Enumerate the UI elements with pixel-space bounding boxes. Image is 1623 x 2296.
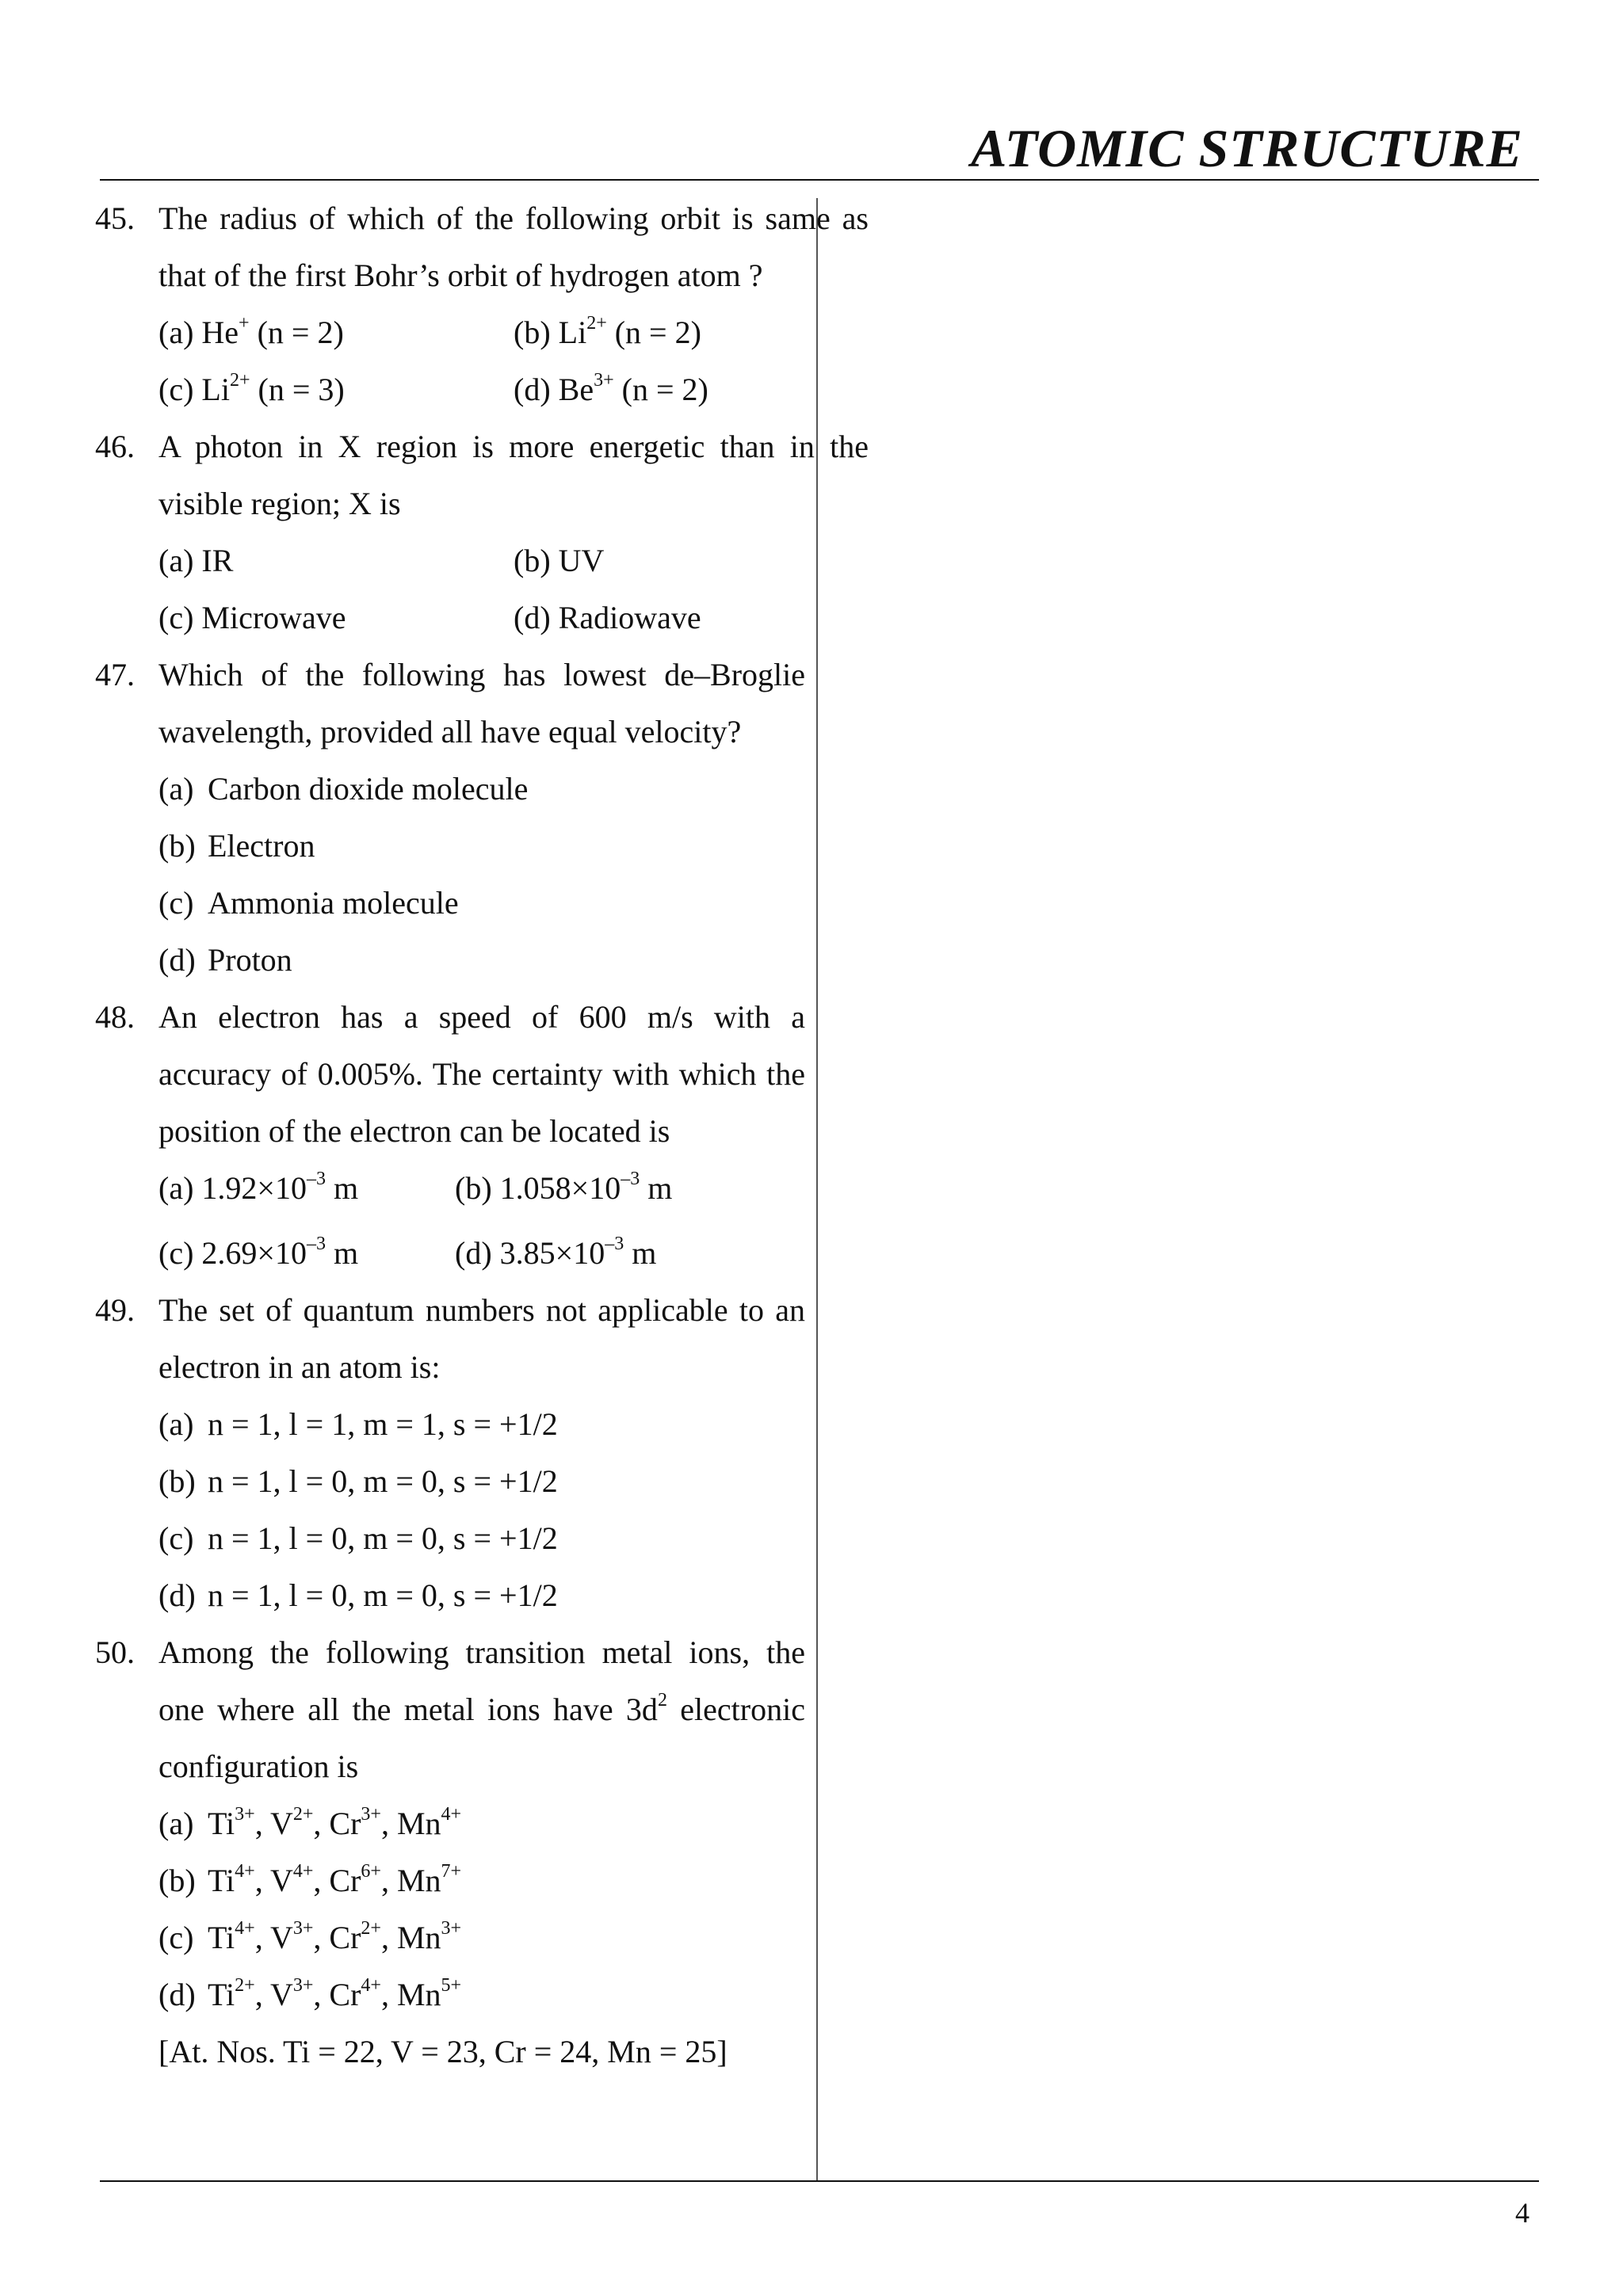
question-body: [158, 1282, 805, 1624]
question-number: 46.: [95, 429, 135, 464]
question-49: [95, 1282, 805, 1624]
option-a: (a) Carbon dioxide molecule: [158, 771, 529, 807]
question-text: The set of quantum numbers not applicable to an electron in an atom is:: [158, 1292, 805, 1385]
question-text: The radius of which of the following orbit is same as that of the first Bohr’s orbit of hydrogen atom ?: [158, 200, 869, 293]
option-b: (b) UV: [514, 543, 605, 578]
option-row: [158, 304, 869, 361]
question-50: [95, 1624, 805, 2081]
option-row: [158, 532, 869, 589]
option-b: (b) Electron: [158, 828, 315, 864]
header-rule: [100, 179, 1539, 181]
option-b: (b) $Li^{2+}$ (n = 2): [514, 312, 701, 350]
question-column: [95, 190, 869, 2081]
option-a: (a) n = 1, l = 1, m = 1, s = +1/2: [158, 1406, 558, 1442]
option-a: (a) $Ti^{3+}$, $V^{2+}$, $Cr^{3+}$, $Mn^{4+}$: [158, 1803, 462, 1841]
option-c: (c) $Ti^{4+}$, $V^{3+}$, $Cr^{2+}$, $Mn^{3+}$: [158, 1917, 462, 1955]
question-45: [95, 190, 869, 418]
option-b: (b) $Ti^{4+}$, $V^{4+}$, $Cr^{6+}$, $Mn^{7+}$: [158, 1860, 462, 1898]
option-row: [158, 1225, 805, 1282]
question-number: 47.: [95, 657, 135, 692]
option-row: [158, 1160, 805, 1217]
option-list: [158, 1396, 805, 1624]
footer-rule: [100, 2180, 1539, 2182]
option-d: (d) n = 1, l = 0, m = 0, s = +1/2: [158, 1577, 558, 1613]
option-d: (d) $Ti^{2+}$, $V^{3+}$, $Cr^{4+}$, $Mn^{5+}$: [158, 1974, 462, 2012]
question-text: Which of the following has lowest de–Broglie wavelength, provided all have equal velocity?: [158, 657, 805, 749]
question-number: 45.: [95, 200, 135, 236]
option-c: (c) $2.69\times 10^{-3}$ m: [158, 1233, 359, 1271]
option-c: (c) $Li^{2+}$ (n = 3): [158, 369, 345, 407]
option-list: [158, 761, 805, 989]
option-a: (a) $1.92\times 10^{-3}$ m: [158, 1168, 359, 1206]
option-d: (d) $Be^{3+}$ (n = 2): [514, 369, 708, 407]
option-list: [158, 1795, 805, 2023]
option-c: (c) Microwave: [158, 600, 346, 635]
question-number: 49.: [95, 1292, 135, 1328]
question-text: Among the following transition metal ions, the one where all the metal ions have $3d^2$ electronic configuration is: [158, 1634, 805, 1784]
question-body: [158, 418, 869, 646]
question-number: 48.: [95, 999, 135, 1035]
option-b: (b) n = 1, l = 0, m = 0, s = +1/2: [158, 1463, 558, 1499]
option-row: [158, 589, 869, 646]
question-48: [95, 989, 805, 1282]
question-text: An electron has a speed of 600 m/s with a accuracy of 0.005%. The certainty with which the position of the electron can be located is: [158, 999, 805, 1149]
option-d: (d) $3.85\times 10^{-3}$ m: [455, 1233, 657, 1271]
option-a: (a) He+ (n = 2): [158, 312, 344, 350]
question-46: [95, 418, 869, 646]
question-47: [95, 646, 805, 989]
option-d: (d) Radiowave: [514, 600, 701, 635]
page-title: ATOMIC STRUCTURE: [971, 118, 1523, 178]
option-c: (c) Ammonia molecule: [158, 885, 459, 921]
question-number: 50.: [95, 1634, 135, 1670]
question-body: [158, 190, 869, 418]
question-text: A photon in X region is more energetic than in the visible region; X is: [158, 429, 869, 521]
option-c: (c) n = 1, l = 0, m = 0, s = +1/2: [158, 1520, 558, 1556]
question-body: [158, 1624, 805, 2081]
question-body: [158, 646, 805, 989]
atomic-numbers-note: [At. Nos. Ti = 22, V = 23, Cr = 24, Mn = 25]: [158, 2034, 727, 2069]
option-d: (d) Proton: [158, 942, 292, 978]
question-body: [158, 989, 805, 1282]
option-b: (b) $1.058\times 10^{-3}$ m: [455, 1168, 673, 1206]
option-row: [158, 361, 869, 418]
page-number: 4: [1515, 2197, 1529, 2229]
option-a: (a) IR: [158, 543, 234, 578]
